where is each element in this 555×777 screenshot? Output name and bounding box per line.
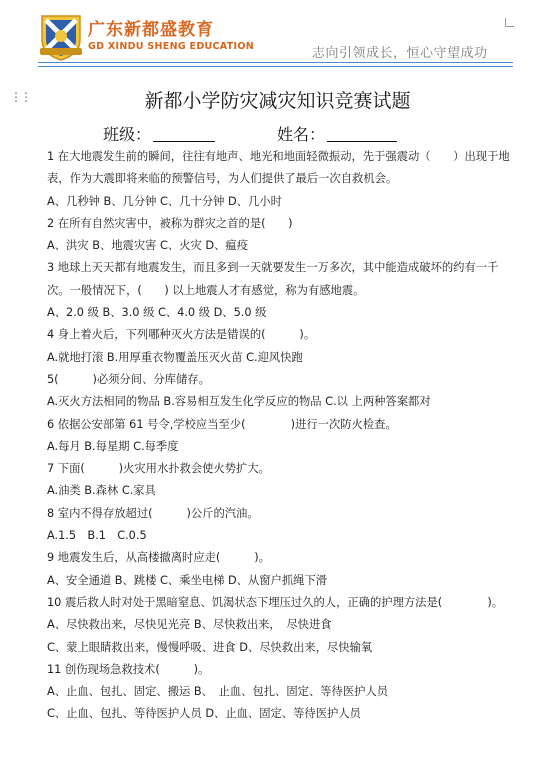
brand-name-en: GD XINDU SHENG EDUCATION [88,41,254,52]
header-rule-top [38,62,513,63]
q3-line-2: 次。一般情况下，( ) 以上地震人才有感觉，称为有感地震。 [47,283,365,297]
q6-options: A.每月 B.每星期 C.每季度 [47,439,179,453]
q2-text: 2 在所有自然灾害中，被称为群灾之首的是( ) [47,216,293,230]
name-field [277,122,397,145]
q1-line-2: 表，作为大震即将来临的预警信号，为人们提供了最后一次自救机会。 [47,172,398,186]
q10-options-1: A、尽快救出来，尽快见光亮 B、尽快救出来， 尽快进食 [47,618,332,632]
header-slogan: 志向引领成长，恒心守望成功 [312,46,488,61]
question-list [47,146,522,726]
q10-options-2: C、蒙上眼睛救出来，慢慢呼吸、进食 D、尽快救出来，尽快输氧 [47,640,373,654]
brand-name-cn: 广东新都盛教育 [88,20,214,40]
name-blank[interactable] [327,126,397,142]
q9-text: 9 地震发生后，从高楼撤离时应走( )。 [47,551,270,565]
q4-text: 4 身上着火后，下列哪种灭火方法是错误的( )。 [47,328,316,342]
q4-options: A.就地打滚 B.用厚重衣物覆盖压灭火苗 C.迎风快跑 [47,350,303,364]
q11-options-1: A、止血、包扎、固定、搬运 B、 止血、包扎、固定、等待医护人员 [47,685,389,699]
page-header [0,0,555,70]
name-label: 姓名： [277,125,326,144]
table-move-handle-icon[interactable]: ⋮⋮ [10,90,30,104]
q11-options-2: C、止血、包扎、等待医护人员 D、止血、固定、等待医护人员 [47,707,361,721]
q7-text: 7 下面( )火灾用水扑救会使火势扩大。 [47,462,270,476]
header-rule-bottom [38,66,513,67]
margin-corner-mark [505,18,514,27]
q1-line-1: 1 在大地震发生前的瞬间，往往有地声、地光和地面轻微振动，先于强震动（ ）出现于地 [47,150,510,163]
student-info-fields [0,122,555,144]
q1-options: A、几秒钟 B、几分钟 C、几十分钟 D、几小时 [47,194,282,208]
q8-text: 8 室内不得存放超过( )公斤的汽油。 [47,506,259,520]
q10-text: 10 震后救人时对处于黑暗窒息、饥渴状态下埋压过久的人，正确的护理方法是( )。 [47,595,504,609]
q9-options: A、安全通道 B、跳楼 C、乘坐电梯 D、从窗户抓绳下滑 [47,573,328,587]
q5-text: 5( )必须分间、分库储存。 [47,372,210,386]
class-label: 班级： [103,125,152,144]
school-emblem-logo [38,10,84,62]
page-title: 新都小学防灾减灾知识竞赛试题 [144,90,411,112]
q6-text: 6 依据公安部第 61 号令,学校应当至少( )进行一次防火检查。 [47,417,397,431]
q2-options: A、洪灾 B、地震灾害 C、火灾 D、瘟疫 [47,239,248,253]
q3-options: A、2.0 级 B、3.0 级 C、4.0 级 D、5.0 级 [47,306,267,320]
class-field [103,122,215,145]
q8-options: A.1.5 B.1 C.0.5 [47,529,147,543]
class-blank[interactable] [153,126,215,142]
q5-options: A.灭火方法相同的物品 B.容易相互发生化学反应的物品 C.以 上两种答案都对 [47,395,431,409]
q11-text: 11 创伤现场急救技术( )。 [47,662,210,676]
q7-options: A.油类 B.森林 C.家具 [47,484,156,498]
q3-line-1: 3 地球上天天都有地震发生，而且多到一天就要发生一万多次，其中能造成破坏的约有一千 [47,261,499,275]
